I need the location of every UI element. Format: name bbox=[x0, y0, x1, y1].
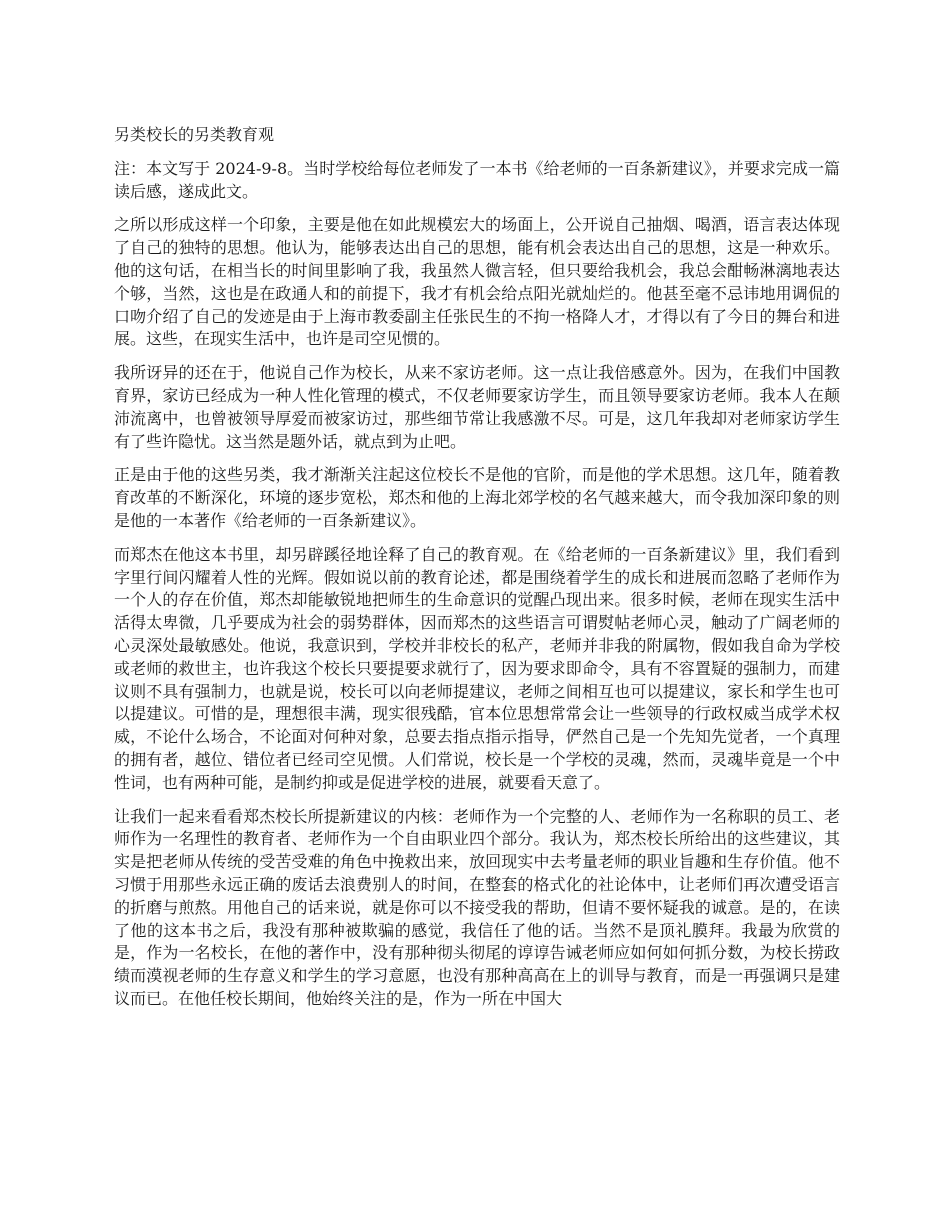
paragraph: 正是由于他的这些另类，我才渐渐关注起这位校长不是他的官阶，而是他的学术思想。这几年，随着教育改革的不断深化，环境的逐步宽松，郑杰和他的上海北郊学校的名气越来越大，而令我加深印象的则是他的一本著作《给老师的一百条新建议》。 bbox=[114, 465, 840, 530]
document-page bbox=[114, 124, 840, 1022]
paragraph: 让我们一起来看看郑杰校长所提新建议的内核：老师作为一个完整的人、老师作为一名称职的员工、老师作为一名理性的教育者、老师作为一个自由职业四个部分。我认为，郑杰校长所给出的这些建议，其实是把老师从传统的受苦受难的角色中挽救出来，放回现实中去考量老师的职业旨趣和生存价值。他不习惯于用那些永远正确的废话去浪费别人的时间，在整套的格式化的社论体中，让老师们再次遭受语言的折磨与煎熬。用他自己的话来说，就是你可以不接受我的帮助，但请不要怀疑我的诚意。是的，在读了他的这本书之后，我没有那种被欺骗的感觉，我信任了他的话。当然不是顶礼膜拜。我最为欣赏的是，作为一名校长，在他的著作中，没有那种彻头彻尾的谆谆告诫老师应如何如何抓分数，为校长捞政绩而漠视老师的生存意义和学生的学习意愿，也没有那种高高在上的训导与教育，而是一再强调只是建议而已。在他任校长期间，他始终关注的是，作为一所在中国大 bbox=[114, 806, 840, 1008]
document-title: 另类校长的另类教育观 bbox=[114, 125, 275, 144]
paragraph-note: 注：本文写于 2024-9-8。当时学校给每位老师发了一本书《给老师的一百条新建议》，并要求完成一篇读后感，遂成此文。 bbox=[114, 158, 840, 201]
paragraph: 而郑杰在他这本书里，却另辟蹊径地诠释了自己的教育观。在《给老师的一百条新建议》里，我们看到字里行间闪耀着人性的光辉。假如说以前的教育论述，都是围绕着学生的成长和进展而忽略了老师作为一个人的存在价值，郑杰却能敏锐地把师生的生命意识的觉醒凸现出来。很多时候，老师在现实生活中活得太卑微，几乎要成为社会的弱势群体，因而郑杰的这些语言可谓熨帖老师心灵，触动了广阔老师的心灵深处最敏感处。他说，我意识到，学校并非校长的私产，老师并非我的附属物，假如我自命为学校或老师的救世主，也许我这个校长只要提要求就行了，因为要求即命令，具有不容置疑的强制力，而建议则不具有强制力，也就是说，校长可以向老师提建议，老师之间相互也可以提建议，家长和学生也可以提建议。可惜的是，理想很丰满，现实很残酷，官本位思想常常会让一些领导的行政权威当成学术权威，不论什么场合，不论面对何种对象，总要去指点指示指导，俨然自己是一个先知先觉者，一个真理的拥有者，越位、错位者已经司空见惯。人们常说，校长是一个学校的灵魂，然而，灵魂毕竟是一个中性词，也有两种可能，是制约抑或是促进学校的进展，就要看天意了。 bbox=[114, 544, 840, 792]
paragraph: 之所以形成这样一个印象，主要是他在如此规模宏大的场面上，公开说自己抽烟、喝酒，语言表达体现了自己的独特的思想。他认为，能够表达出自己的思想，能有机会表达出自己的思想，这是一种欢乐。他的这句话，在相当长的时间里影响了我，我虽然人微言轻，但只要给我机会，我总会酣畅淋漓地表达个够，当然，这也是在政通人和的前提下，我才有机会给点阳光就灿烂的。他甚至毫不忌讳地用调侃的口吻介绍了自己的发迹是由于上海市教委副主任张民生的不拘一格降人才，才得以有了今日的舞台和进展。这些，在现实生活中，也许是司空见惯的。 bbox=[114, 215, 840, 349]
paragraph: 我所讶异的还在于，他说自己作为校长，从来不家访老师。这一点让我倍感意外。因为，在我们中国教育界，家访已经成为一种人性化管理的模式，不仅老师要家访学生，而且领导要家访老师。我本人在颠沛流离中，也曾被领导厚爱而被家访过，那些细节常让我感激不尽。可是，这几年我却对老师家访学生有了些许隐忧。这当然是题外话，就点到为止吧。 bbox=[114, 363, 840, 451]
